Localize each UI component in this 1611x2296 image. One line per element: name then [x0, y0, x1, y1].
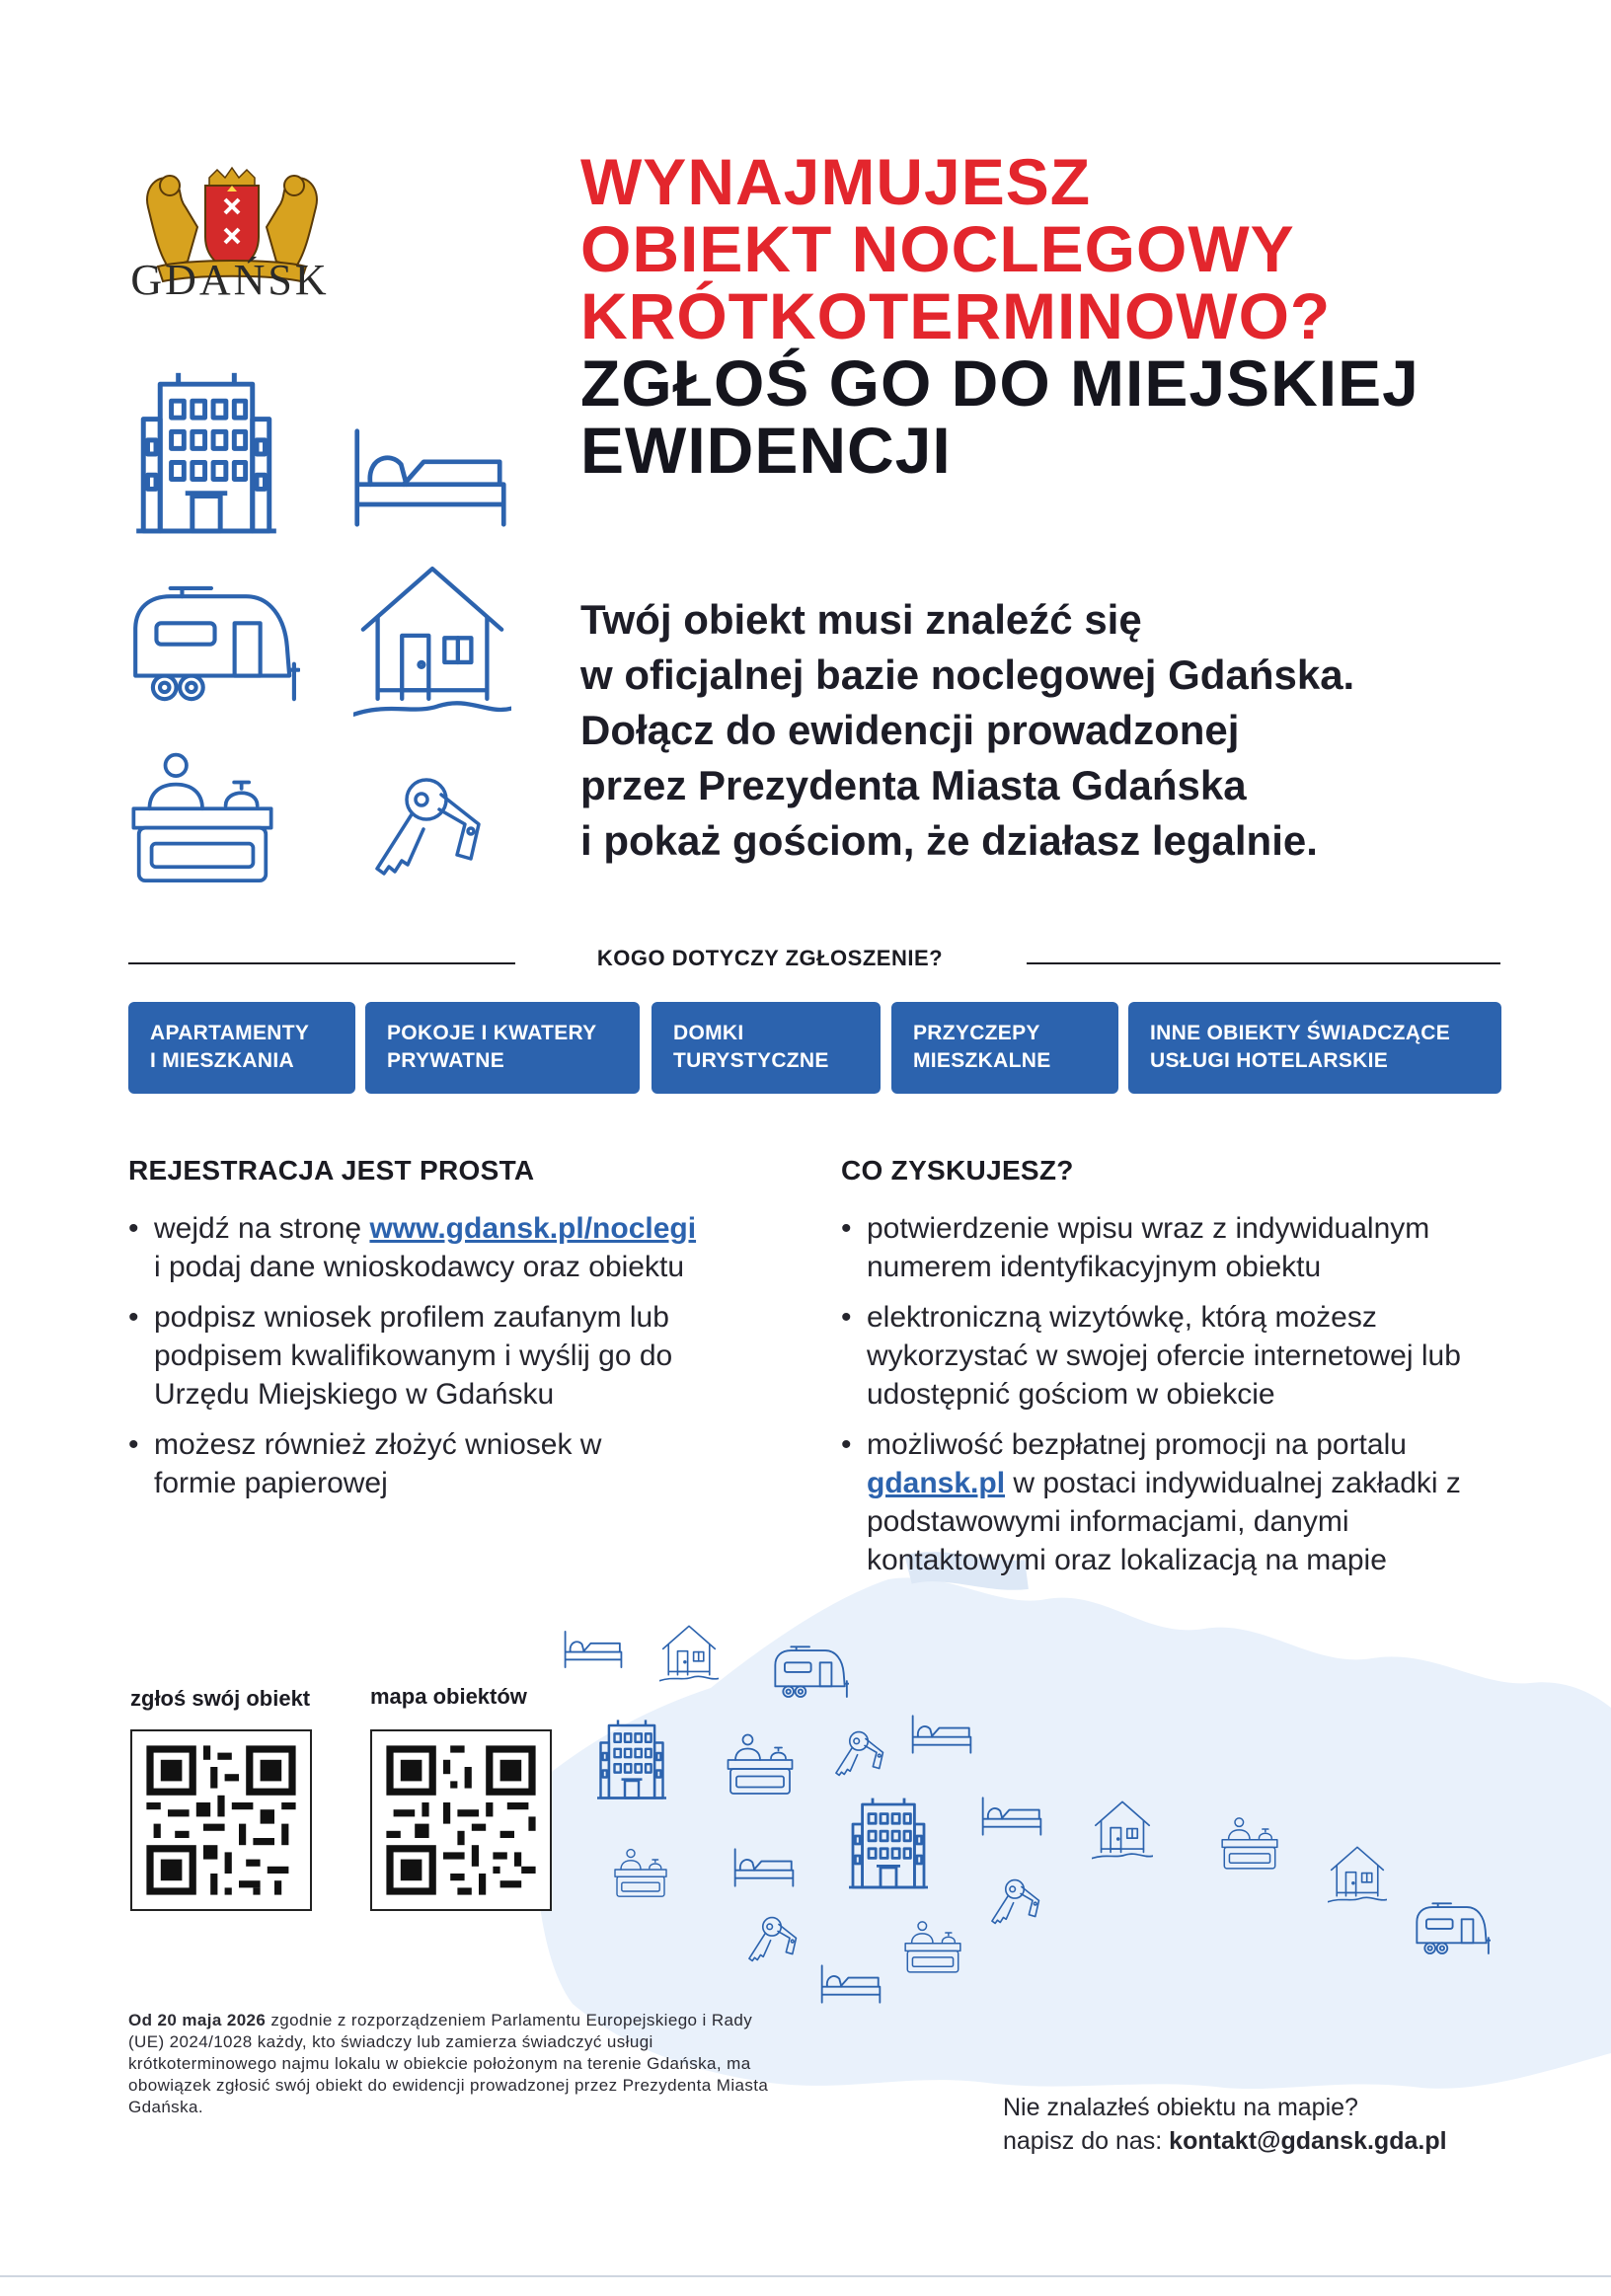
lead-line: Twój obiekt musi znaleźć się — [580, 596, 1142, 643]
list-item: • elektroniczną wizytówkę, którą możesz wykorzystać w swojej ofercie internetowej lub udostępnić gościom w obiekcie — [841, 1298, 1518, 1414]
map-caravan-icon — [770, 1644, 849, 1703]
map-bed-icon — [910, 1713, 973, 1756]
cottage-icon — [353, 563, 511, 721]
caravan-icon — [122, 582, 300, 711]
contact-info — [1003, 2091, 1556, 2158]
category-label: TURYSTYCZNE — [673, 1049, 829, 1072]
list-item: • podpisz wniosek profilem zaufanym lub podpisem kwalifikowanym i wyślij go do Urzędu Miejskiego w Gdańsku — [128, 1298, 746, 1414]
registration-list — [128, 1209, 780, 1514]
qr-map-label: mapa obiektów — [370, 1684, 527, 1709]
category-private-rooms — [365, 1002, 640, 1094]
category-label: POKOJE I KWATERY — [387, 1022, 597, 1044]
section-title-kogo: KOGO DOTYCZY ZGŁOSZENIE? — [596, 946, 944, 970]
bed-icon — [350, 424, 510, 531]
map-cottage-icon — [1092, 1799, 1153, 1862]
map-bed-icon — [980, 1795, 1043, 1838]
section-title-registration: REJESTRACJA JEST PROSTA — [128, 1155, 535, 1186]
category-label: INNE OBIEKTY ŚWIADCZĄCE — [1150, 1022, 1451, 1044]
map-bed-icon — [732, 1846, 796, 1889]
map-keys-icon — [829, 1727, 888, 1787]
category-label: DOMKI — [673, 1022, 744, 1044]
map-cottage-icon — [1328, 1844, 1387, 1905]
contact-line: napisz do nas: kontakt@gdansk.gda.pl — [1003, 2127, 1447, 2155]
apartment-building-icon — [131, 370, 281, 538]
legal-footnote: Od 20 maja 2026 zgodnie z rozporządzeniem Parlamentu Europejskiego i Rady (UE) 2024/1028 każdy, kto świadczy lub zamierza świadczyć usługi krótkoterminowego najmu lokalu w obiekcie położonym na terenie Gdańska, ma obowiązek zgłosić swój obiekt do ewidencji prowadzonej przez Prezydenta Miasta Gdańska. — [128, 2011, 769, 2116]
lead-line: i pokaż gościom, że działasz legalnie. — [580, 817, 1318, 864]
category-apartments — [128, 1002, 355, 1094]
map-keys-icon — [742, 1913, 802, 1972]
reception-desk-icon — [128, 750, 276, 888]
benefits-list — [841, 1209, 1522, 1591]
category-cottages — [652, 1002, 881, 1094]
divider — [128, 962, 515, 964]
lead-line: Dołącz do ewidencji prowadzonej — [580, 707, 1240, 753]
map-keys-icon — [985, 1875, 1044, 1935]
category-other-hotel-services — [1128, 1002, 1501, 1094]
map-building-icon — [597, 1718, 666, 1802]
lead-line: przez Prezydenta Miasta Gdańska — [580, 762, 1247, 808]
list-item: • możesz również złożyć wniosek w formie papierowej — [128, 1425, 667, 1502]
category-label: PRZYCZEPY — [913, 1022, 1040, 1044]
category-label: MIESZKALNE — [913, 1049, 1051, 1072]
map-reception-icon — [726, 1732, 795, 1798]
map-reception-icon — [612, 1848, 669, 1899]
qr-pattern — [132, 1731, 310, 1909]
contact-question: Nie znalazłeś obiektu na mapie? — [1003, 2094, 1358, 2121]
map-building-icon — [849, 1797, 928, 1891]
gdansk-portal-link[interactable]: gdansk.pl — [867, 1467, 1006, 1499]
headline-red-line: OBIEKT NOCLEGOWY — [580, 212, 1295, 285]
contact-email[interactable]: kontakt@gdansk.gda.pl — [1169, 2127, 1447, 2155]
headline-dark-line: EWIDENCJI — [580, 414, 952, 487]
category-label: I MIESZKANIA — [150, 1049, 294, 1072]
headline-dark-line: ZGŁOŚ GO DO MIEJSKIEJ — [580, 346, 1419, 420]
map-bed-icon — [563, 1629, 624, 1670]
category-label: USŁUGI HOTELARSKIE — [1150, 1049, 1389, 1072]
category-caravans — [891, 1002, 1118, 1094]
category-label: PRYWATNE — [387, 1049, 505, 1072]
list-item: • możliwość bezpłatnej promocji na portalu gdansk.pl w postaci indywidualnej zakładki z podstawowymi informacjami, danymi kontaktowymi oraz lokalizacją na mapie — [841, 1425, 1528, 1579]
category-label: APARTAMENTY — [150, 1022, 310, 1044]
map-cottage-icon — [659, 1624, 719, 1683]
qr-code-map[interactable] — [370, 1729, 552, 1911]
list-item: • wejdź na stronę www.gdansk.pl/noclegi i podaj dane wnioskodawcy oraz obiektu — [128, 1209, 780, 1286]
divider — [1027, 962, 1500, 964]
keys-icon — [357, 770, 496, 898]
section-title-benefits: CO ZYSKUJESZ? — [841, 1155, 1074, 1186]
headline-red-line: WYNAJMUJESZ — [580, 145, 1092, 218]
map-reception-icon — [1220, 1816, 1279, 1872]
headline — [580, 145, 1568, 487]
city-name: GDAŃSK — [130, 256, 330, 304]
map-reception-icon — [903, 1920, 962, 1975]
page-edge-line — [0, 2275, 1611, 2277]
map-bed-icon — [819, 1962, 882, 2006]
list-item: • potwierdzenie wpisu wraz z indywidualnym numerem identyfikacyjnym obiektu — [841, 1209, 1518, 1286]
qr-register-label: zgłoś swój obiekt — [130, 1686, 311, 1711]
lead-line: w oficjalnej bazie noclegowej Gdańska. — [580, 651, 1355, 698]
headline-red-line: KRÓTKOTERMINOWO? — [580, 279, 1332, 352]
lead-text — [580, 592, 1568, 869]
qr-code-register[interactable] — [130, 1729, 312, 1911]
gdansk-noclegi-link[interactable]: www.gdansk.pl/noclegi — [369, 1212, 697, 1245]
qr-pattern — [372, 1731, 550, 1909]
map-caravan-icon — [1412, 1900, 1491, 1959]
